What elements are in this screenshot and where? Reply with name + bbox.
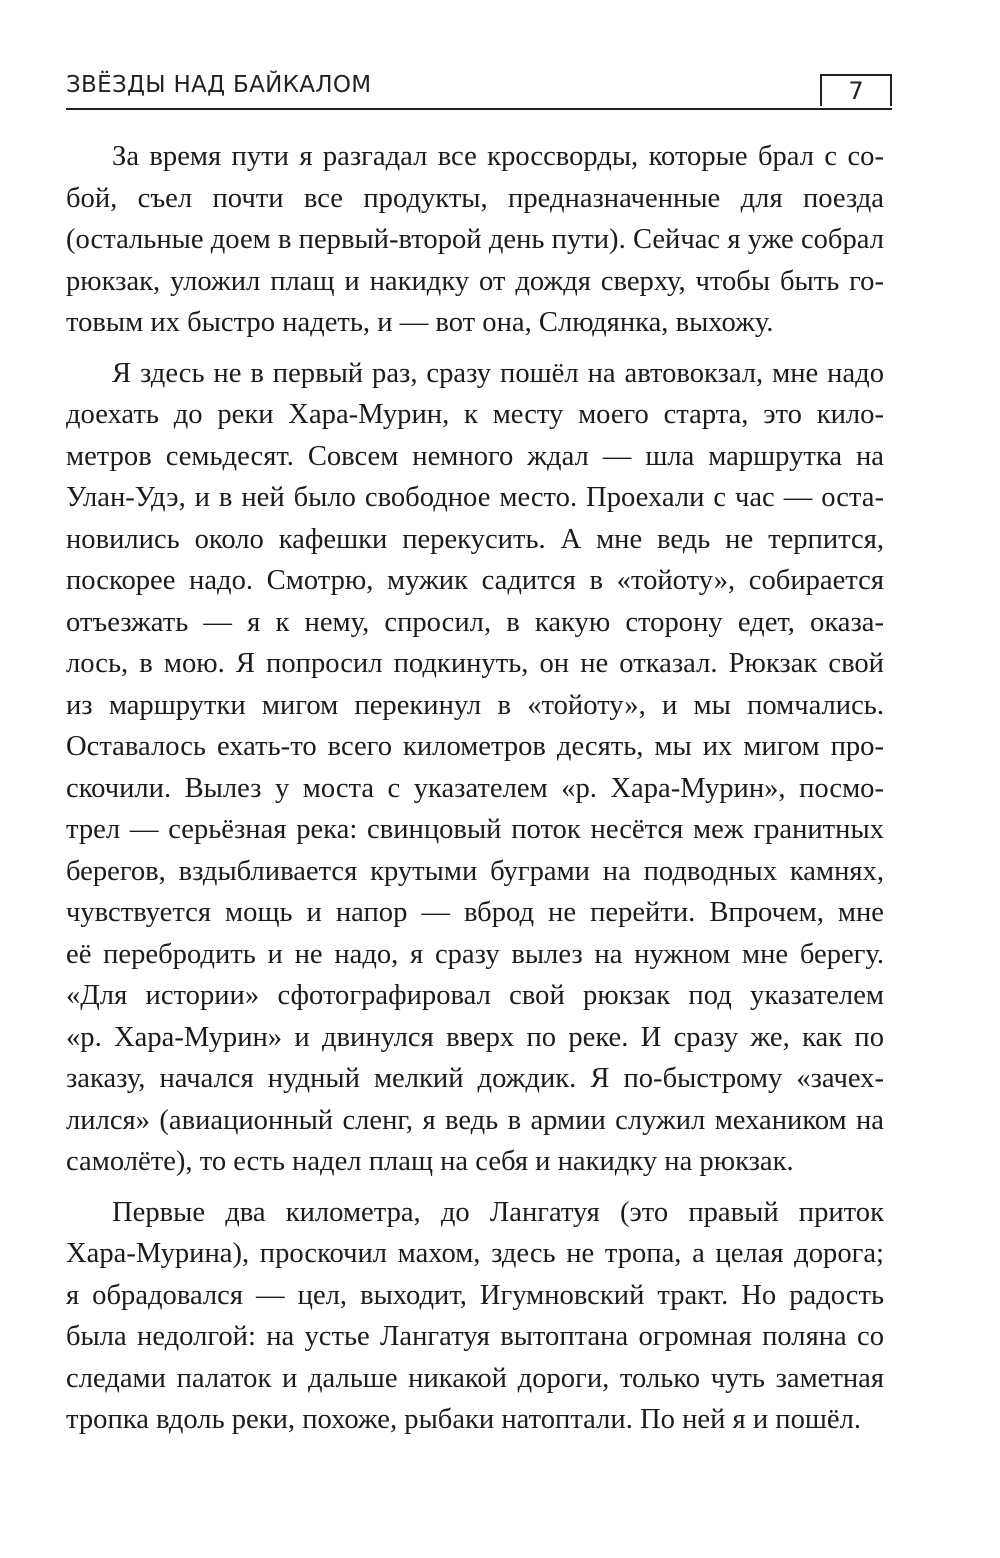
text-line: товым их быстро надеть, и — вот она, Слюдянка, выхожу. [66, 307, 774, 338]
text-line: новились около кафешки перекусить. А мне ведь не терпится, [66, 523, 884, 555]
text-line: чувствуется мощь и напор — вброд не перейти. Впрочем, мне [66, 897, 884, 928]
text-line: бой, съел почти все продукты, предназначенные для поезда [66, 182, 884, 214]
text-line: была недолгой: на устье Лангатуя вытоптана огромная поляна со [66, 1321, 884, 1352]
text-line: её перебродить и не надо, я сразу вылез на нужном мне берегу. [66, 938, 884, 970]
text-line: Хара-Мурина), проскочил махом, здесь не тропа, а целая дорога; [66, 1238, 884, 1269]
text-line: Улан-Удэ, и в ней было свободное место. Проехали с час — оста- [66, 482, 884, 513]
text-line: «Для истории» сфотографировал свой рюкзак под указателем [66, 980, 884, 1011]
text-line: заказу, начался нудный мелкий дождик. Я по-быстрому «зачех- [66, 1063, 884, 1094]
running-title: ЗВЁЗДЫ НАД БАЙКАЛОМ [66, 72, 372, 98]
text-line: тропка вдоль реки, похоже, рыбаки натоптали. По ней я и пошёл. [66, 1404, 862, 1435]
text-line: лился» (авиационный сленг, я ведь в армии служил механиком на [66, 1104, 884, 1136]
text-line: Первые два километра, до Лангатуя (это правый приток [112, 1196, 884, 1228]
text-line: берегов, вздыбливается крутыми буграми на подводных камнях, [66, 855, 884, 887]
text-line: поскорее надо. Смотрю, мужик садится в «тойоту», собирается [66, 565, 884, 596]
paragraph-2 [66, 353, 884, 1183]
text-line: лось, в мою. Я попросил подкинуть, он не отказал. Рюкзак свой [66, 648, 884, 679]
text-line: трел — серьёзная река: свинцовый поток несётся меж гранитных [66, 814, 884, 845]
text-line: За время пути я разгадал все кроссворды, которые брал с со- [112, 141, 884, 172]
text-line: Я здесь не в первый раз, сразу пошёл на автовокзал, мне надо [112, 357, 884, 389]
text-line: «р. Хара-Мурин» и двинулся вверх по реке. И сразу же, как по [66, 1021, 884, 1053]
text-line: следами палаток и дальше никакой дороги, только чуть заметная [66, 1362, 884, 1394]
body-text [66, 136, 884, 1450]
page-number: 7 [820, 74, 892, 106]
text-line: (остальные доем в первый-второй день пути). Сейчас я уже собрал [66, 224, 884, 255]
text-line: скочили. Вылез у моста с указателем «р. Хара-Мурин», посмо- [66, 772, 884, 804]
text-line: Оставалось ехать-то всего километров десять, мы их мигом про- [66, 731, 884, 762]
paragraph-3 [66, 1192, 884, 1441]
text-line: отъезжать — я к нему, спросил, в какую сторону едет, оказа- [66, 606, 884, 638]
text-line: рюкзак, уложил плащ и накидку от дождя сверху, чтобы быть го- [66, 265, 884, 297]
text-line: метров семьдесят. Совсем немного ждал — шла маршрутка на [66, 440, 884, 472]
paragraph-1 [66, 136, 884, 344]
text-line: самолёте), то есть надел плащ на себя и накидку на рюкзак. [66, 1146, 794, 1177]
running-head [66, 70, 892, 110]
text-line: из маршрутки мигом перекинул в «тойоту», и мы помчались. [66, 689, 884, 721]
text-line: я обрадовался — цел, выходит, Игумновский тракт. Но радость [66, 1279, 884, 1311]
text-line: доехать до реки Хара-Мурин, к месту моего старта, это кило- [66, 399, 884, 430]
